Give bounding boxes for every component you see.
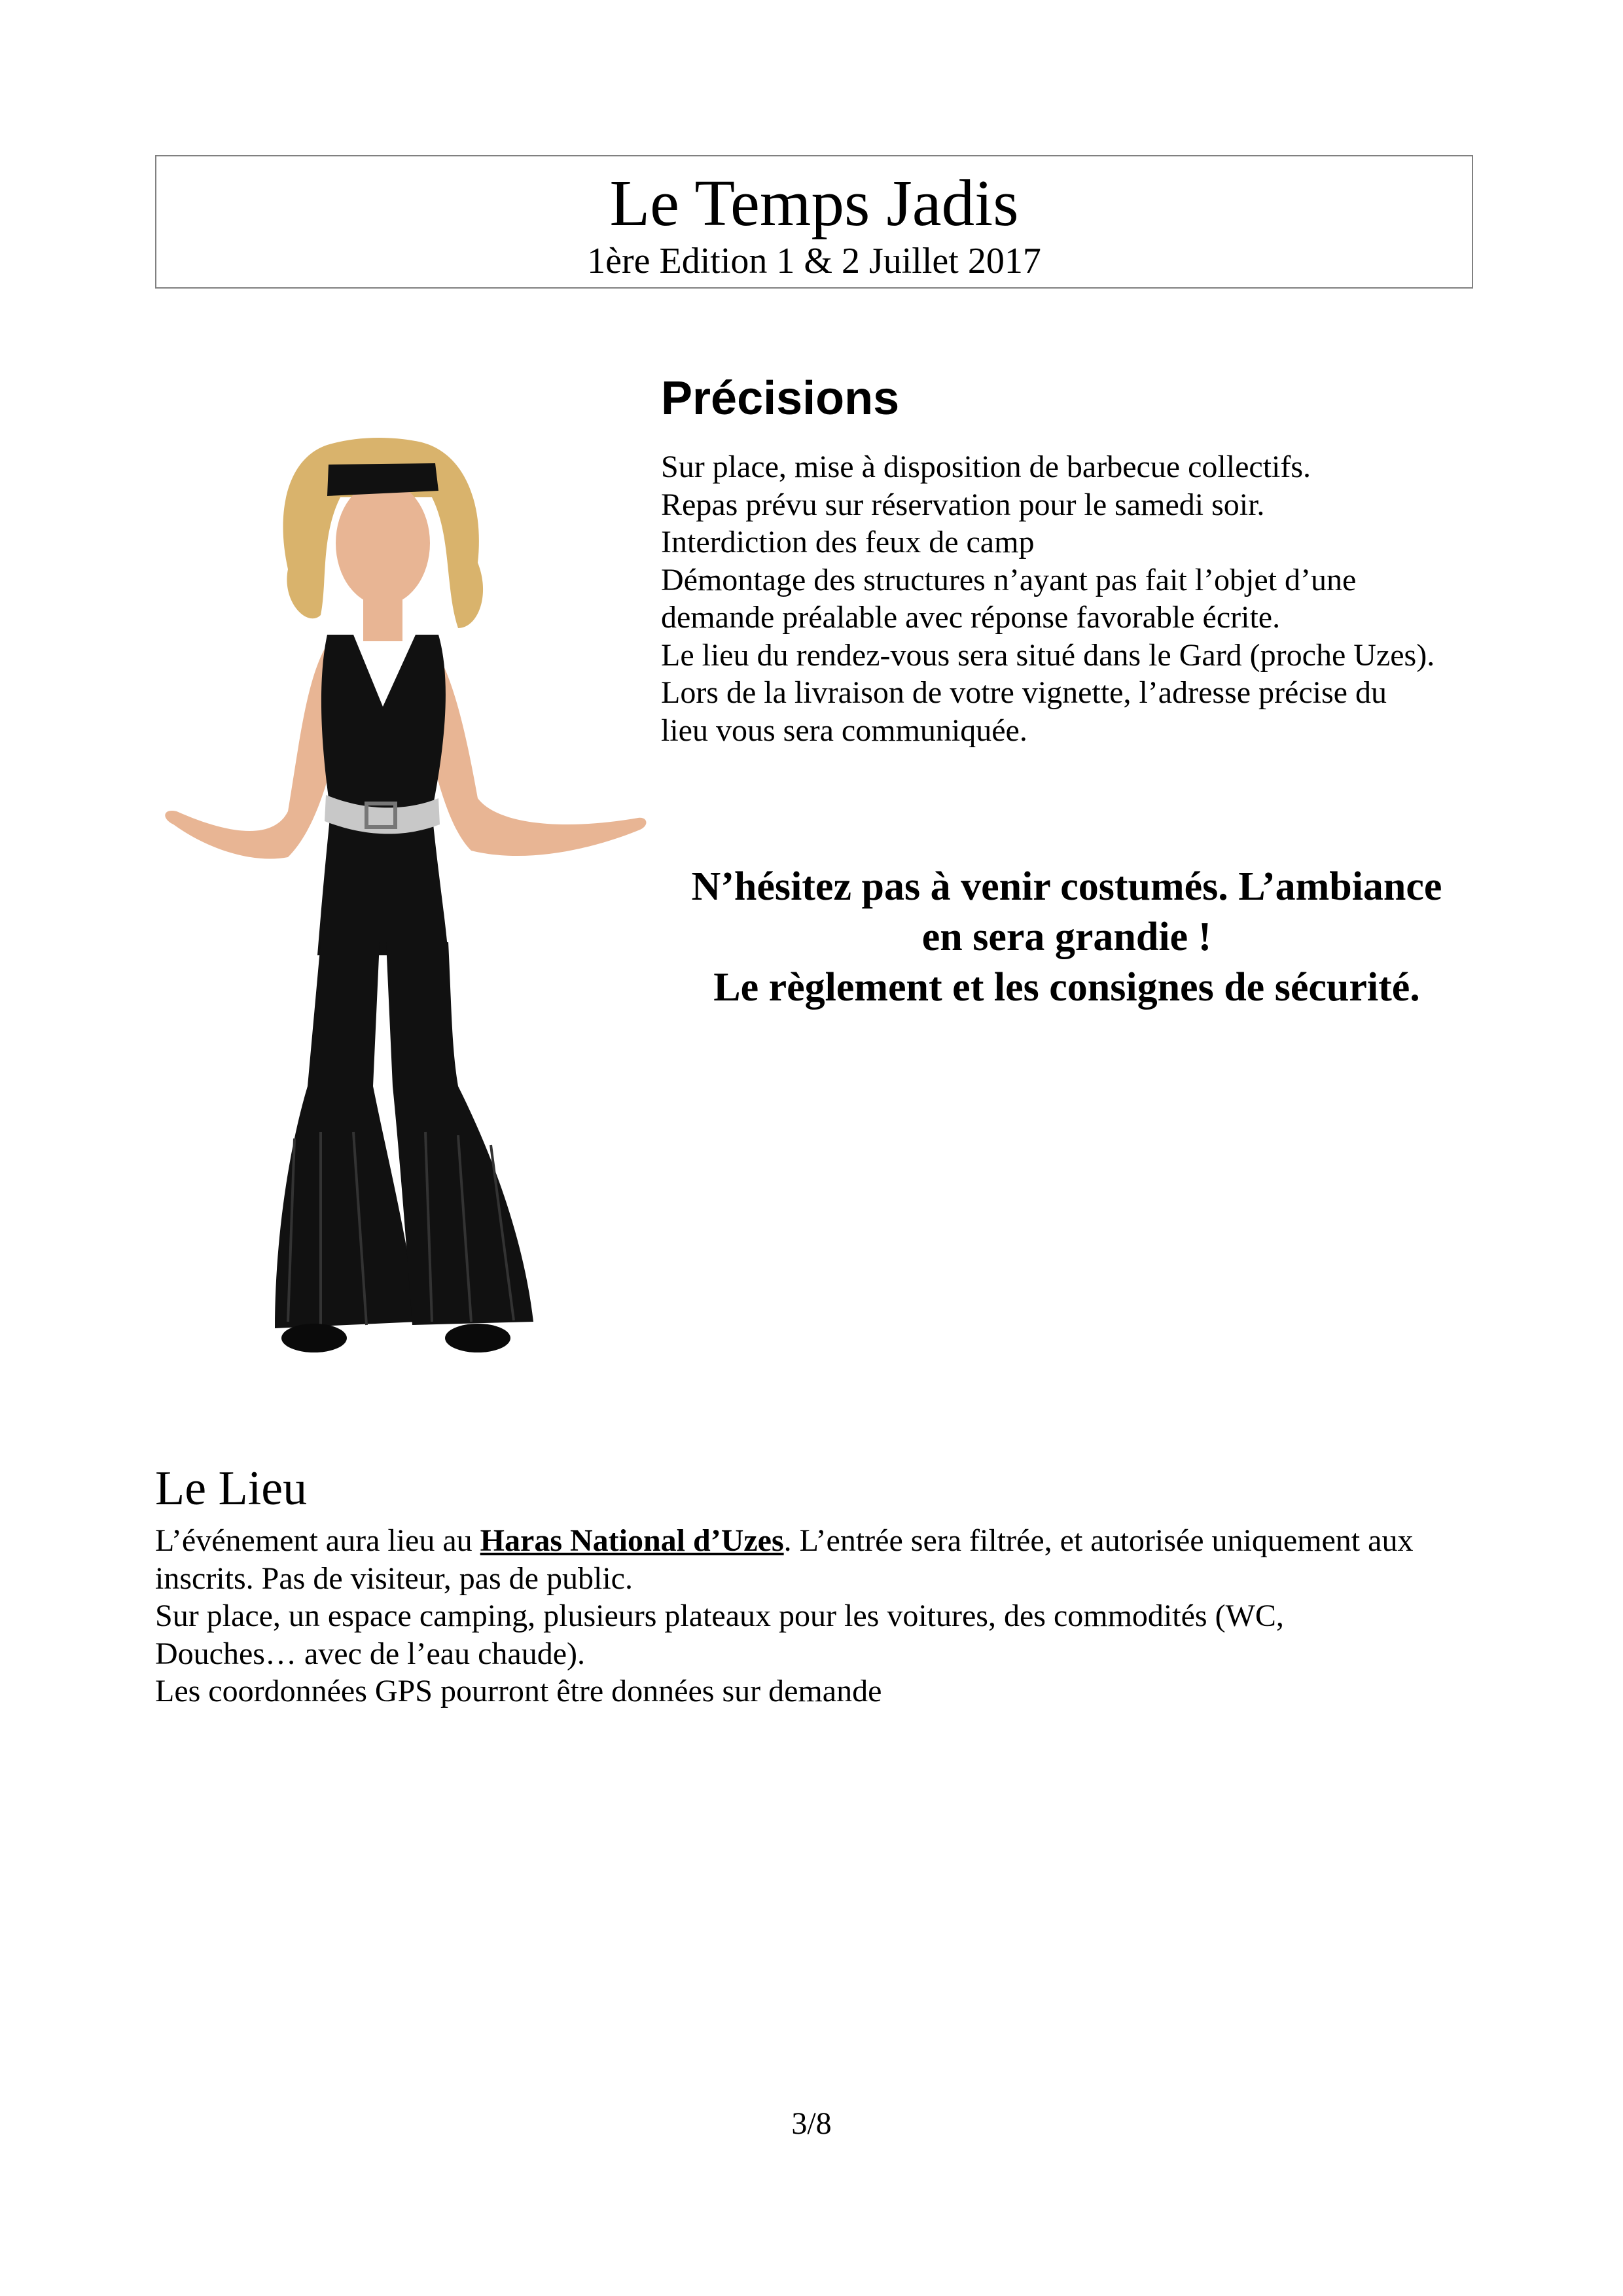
lieu-line xyxy=(155,1522,1477,1560)
precisions-line: Repas prévu sur réservation pour le samedi soir. xyxy=(661,487,1265,522)
precisions-line: demande préalable avec réponse favorable écrite. xyxy=(661,600,1281,635)
torso-shape xyxy=(317,635,448,955)
lieu-description xyxy=(155,1522,1477,1710)
right-leg-shape xyxy=(386,942,533,1325)
precisions-heading: Précisions xyxy=(661,372,900,425)
document-subtitle: 1ère Edition 1 & 2 Juillet 2017 xyxy=(587,241,1041,281)
precisions-line: Sur place, mise à disposition de barbecue collectifs. xyxy=(661,450,1311,484)
precisions-line: lieu vous sera communiquée. xyxy=(661,713,1027,748)
document-title: Le Temps Jadis xyxy=(609,166,1019,239)
left-shoe-shape xyxy=(281,1324,347,1352)
lieu-intro-text: L’événement aura lieu au xyxy=(155,1523,480,1558)
right-arm-shape xyxy=(419,635,646,856)
venue-link[interactable]: Haras National d’Uzes xyxy=(480,1523,784,1558)
right-shoe-shape xyxy=(445,1324,510,1352)
page-number: 3/8 xyxy=(791,2106,832,2141)
precisions-line: Démontage des structures n’ayant pas fait l’objet d’une xyxy=(661,562,1357,597)
callout-line: N’hésitez pas à venir costumés. L’ambiance xyxy=(691,864,1442,909)
lieu-line: Les coordonnées GPS pourront être données sur demande xyxy=(155,1674,882,1708)
costume-callout xyxy=(654,862,1479,1013)
lieu-line: Douches… avec de l’eau chaude). xyxy=(155,1636,585,1671)
lieu-heading: Le Lieu xyxy=(155,1462,308,1515)
disco-costume-woman-photo xyxy=(157,419,654,1374)
precisions-line: Interdiction des feux de camp xyxy=(661,525,1035,559)
lieu-line: Sur place, un espace camping, plusieurs plateaux pour les voitures, des commodités (WC, xyxy=(155,1598,1284,1633)
callout-line: en sera grandie ! xyxy=(921,915,1212,959)
callout-line: Le règlement et les consignes de sécurité. xyxy=(713,965,1420,1010)
precisions-line: Le lieu du rendez-vous sera situé dans le Gard (proche Uzes). xyxy=(661,637,1435,673)
face-shape xyxy=(336,481,430,605)
neck-shape xyxy=(363,595,402,641)
precisions-line: Lors de la livraison de votre vignette, l’adresse précise du xyxy=(661,675,1387,710)
lieu-entry-text: . L’entrée sera filtrée, et autorisée uniquement aux xyxy=(783,1523,1414,1558)
lieu-line: inscrits. Pas de visiteur, pas de public. xyxy=(155,1561,633,1596)
header-box xyxy=(155,155,1473,289)
headband-shape xyxy=(327,463,438,496)
precisions-list xyxy=(661,448,1486,749)
left-arm-shape xyxy=(165,635,347,859)
